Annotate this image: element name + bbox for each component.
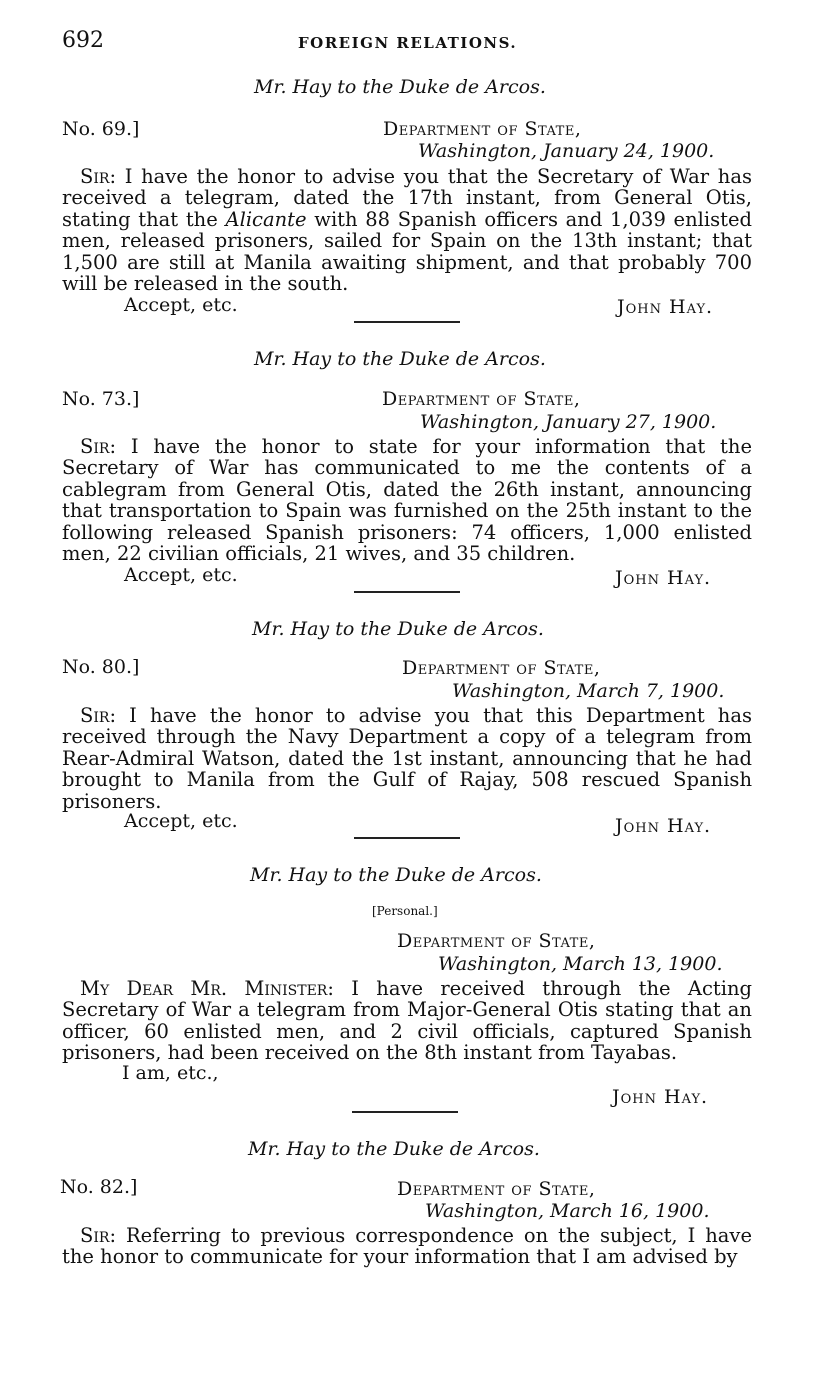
salutation: Sir [80,165,110,188]
salutation: Sir [80,435,110,458]
letter-number: No. 69.] [62,118,140,140]
salutation: My Dear Mr. Minister [80,977,328,1000]
letter-department: Department of State, [402,657,601,679]
letter-dateline: Washington, March 7, 1900. [452,680,725,702]
letter-signature: John Hay. [615,567,712,589]
letter-closing: Accept, etc. [124,810,238,832]
letter-closing: I am, etc., [122,1062,219,1084]
letter-signature: John Hay. [615,815,712,837]
running-head: FOREIGN RELATIONS. [298,34,518,52]
ship-name: Alicante [225,207,307,231]
section-divider [354,837,460,839]
body-text: : I have the honor to advise you that this Department has received through the Navy Department a copy of a telegram from Rear-Admiral Watson, dated the 1st instant, announcing that he had brought to Manila from the Gulf of Rajay, 508 rescued Spanish prisoners. [62,704,752,813]
letter-title: Mr. Hay to the Duke de Arcos. [248,1138,540,1160]
letter-body [62,1225,752,1268]
salutation: Sir [80,1224,110,1247]
letter-number: No. 82.] [60,1176,138,1198]
section-divider [352,1111,458,1113]
letter-dateline: Washington, March 13, 1900. [438,953,723,975]
letter-department: Department of State, [397,1178,596,1200]
section-divider [354,591,460,593]
letter-department: Department of State, [397,930,596,952]
section-divider [354,321,460,323]
letter-title: Mr. Hay to the Duke de Arcos. [254,348,546,370]
letter-number: No. 80.] [62,656,140,678]
body-text: : I have the honor to state for your information that the Secretary of War has communicated to me the contents of a cablegram from General Otis, dated the 26th instant, announcing that transportation to Spain was furnished on the 25th instant to the following released Spanish prisoners: 74 officers, 1,000 enlisted men, 22 civilian officials, 21 wives, and 35 children. [62,435,752,566]
salutation: Sir [80,704,110,727]
letter-title: Mr. Hay to the Duke de Arcos. [250,864,542,886]
letter-signature: John Hay. [617,296,714,318]
letter-dateline: Washington, January 24, 1900. [418,140,715,162]
letter-closing: Accept, etc. [124,564,238,586]
body-text: : I have received through the Acting Secretary of War a telegram from Major-General Otis stating that an officer, 60 enlisted men, and 2 civil officials, captured Spanish prisoners, had been received on the 8th instant from Tayabas. [62,977,753,1065]
personal-note: [Personal.] [372,904,438,918]
letter-dateline: Washington, January 27, 1900. [420,411,717,433]
letter-title: Mr. Hay to the Duke de Arcos. [254,76,546,98]
letter-dateline: Washington, March 16, 1900. [425,1200,710,1222]
letter-body [62,166,752,294]
letter-body [62,705,752,812]
letter-signature: John Hay. [612,1086,709,1108]
letter-body [62,978,752,1064]
letter-title: Mr. Hay to the Duke de Arcos. [252,618,544,640]
body-text: : I have the honor to advise you that the Secretary of War has received a telegram, dated the 17th instant, from General Otis, stating that the [62,165,752,231]
letter-number: No. 73.] [62,388,140,410]
body-text-continued: with 88 Spanish officers and 1,039 enlisted men, released prisoners, sailed for Spain on the 13th instant; that 1,500 are still at Manila awaiting shipment, and that probably 700 will be released in the south. [62,207,752,296]
letter-closing: Accept, etc. [124,294,238,316]
body-text: : Referring to previous correspondence on the subject, I have the honor to communicate for your information that I am advised by [62,1224,752,1269]
letter-department: Department of State, [383,118,582,140]
page-number: 692 [62,28,104,53]
letter-body [62,436,752,564]
letter-department: Department of State, [382,388,581,410]
